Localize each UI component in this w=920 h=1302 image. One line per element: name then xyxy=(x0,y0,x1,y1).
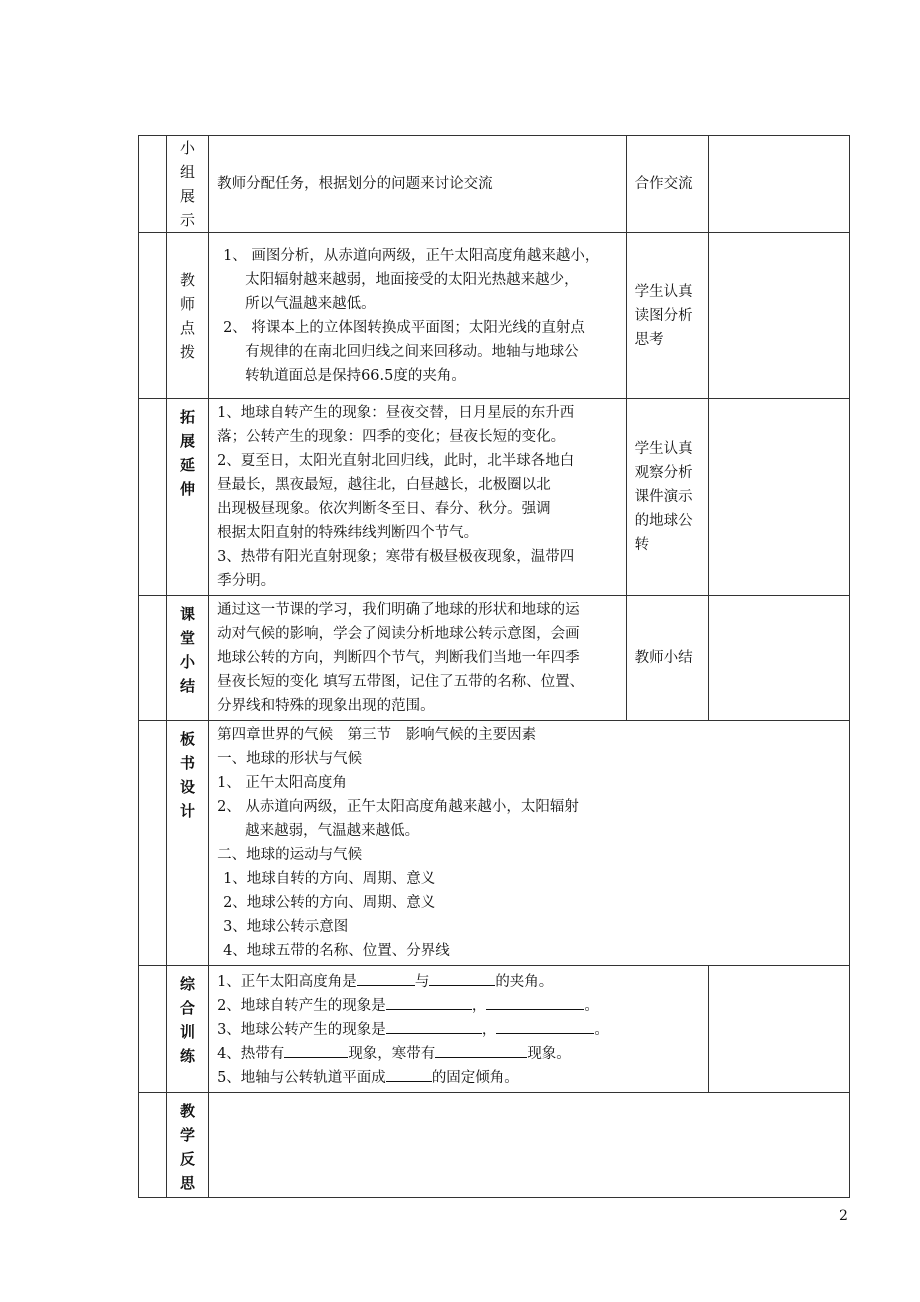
margin-cell xyxy=(139,966,167,1093)
row-teacher-guide xyxy=(139,233,850,399)
row-label-extension: 拓 展 延 伸 xyxy=(167,399,209,596)
exercise-q3: 3、地球公转产生的现象是 ， 。 xyxy=(217,1018,702,1042)
answer-blank xyxy=(486,994,584,1010)
page-number: 2 xyxy=(839,1208,848,1224)
answer-blank xyxy=(496,1018,594,1034)
row-label-board-design: 板 书 设 计 xyxy=(167,721,209,966)
exercise-q5: 5、地轴与公转轨道平面成 的固定倾角。 xyxy=(217,1066,702,1090)
answer-blank xyxy=(386,1066,432,1082)
margin-cell xyxy=(139,233,167,399)
answer-blank xyxy=(284,1042,348,1058)
margin-cell xyxy=(139,136,167,233)
lesson-plan-table xyxy=(138,135,850,1198)
answer-blank xyxy=(435,1042,527,1058)
exercises-content xyxy=(209,966,709,1093)
exercise-q2: 2、地球自转产生的现象是 ， 。 xyxy=(217,994,702,1018)
class-summary-content: 通过这一节课的学习，我们明确了地球的形状和地球的运 动对气候的影响，学会了阅读分析地球公转示意图，会画 地球公转的方向，判断四个节气，判断我们当地一年四季 昼夜长短的变化 填写五带图，记住了五带的名称、位置、 分界线和特殊的现象出现的范围。 xyxy=(209,596,627,721)
row-class-summary xyxy=(139,596,850,721)
answer-blank xyxy=(357,970,415,986)
empty-cell xyxy=(708,399,849,596)
margin-cell xyxy=(139,399,167,596)
teacher-guide-content: 1、 画图分析，从赤道向两级，正午太阳高度角越来越小， 太阳辐射越来越弱，地面接受的太阳光热越来越少， 所以气温越来越低。 2、 将课本上的立体图转换成平面图；太阳光线的直射点 有规律的在南北回归线之间来回移动。地轴与地球公 转轨道面总是保持66.5度的夹角。 xyxy=(209,233,627,399)
answer-blank xyxy=(429,970,495,986)
class-summary-activity: 教师小结 xyxy=(626,596,708,721)
answer-blank xyxy=(386,994,472,1010)
row-extension xyxy=(139,399,850,596)
empty-cell xyxy=(708,966,849,1093)
row-reflection xyxy=(139,1093,850,1198)
empty-cell xyxy=(708,233,849,399)
answer-blank xyxy=(386,1018,482,1034)
group-display-activity: 合作交流 xyxy=(626,136,708,233)
row-label-group-display: 小 组 展 示 xyxy=(167,136,209,233)
row-exercises xyxy=(139,966,850,1093)
extension-activity: 学生认真观察分析课件演示的地球公转 xyxy=(626,399,708,596)
row-label-teacher-guide: 教 师 点 拨 xyxy=(167,233,209,399)
group-display-content: 教师分配任务，根据划分的问题来讨论交流 xyxy=(209,136,627,233)
row-label-class-summary: 课 堂 小 结 xyxy=(167,596,209,721)
exercise-q4: 4、热带有 现象，寒带有 现象。 xyxy=(217,1042,702,1066)
row-board-design xyxy=(139,721,850,966)
margin-cell xyxy=(139,721,167,966)
margin-cell xyxy=(139,1093,167,1198)
row-group-display xyxy=(139,136,850,233)
exercise-q1: 1、正午太阳高度角是 与 的夹角。 xyxy=(217,970,702,994)
row-label-reflection: 教 学 反 思 xyxy=(167,1093,209,1198)
reflection-content xyxy=(209,1093,850,1198)
empty-cell xyxy=(708,596,849,721)
board-design-content: 第四章世界的气候 第三节 影响气候的主要因素 一、地球的形状与气候 1、 正午太阳高度角 2、 从赤道向两级，正午太阳高度角越来越小，太阳辐射 越来越弱，气温越来越低。 二、地球的运动与气候 1、地球自转的方向、周期、意义 2、地球公转的方向、周期、意义 3、地球公转示意图 4、地球五带的名称、位置、分界线 xyxy=(209,721,850,966)
margin-cell xyxy=(139,596,167,721)
row-label-exercises: 综 合 训 练 xyxy=(167,966,209,1093)
extension-content: 1、地球自转产生的现象：昼夜交替，日月星辰的东升西 落；公转产生的现象：四季的变化；昼夜长短的变化。 2、夏至日，太阳光直射北回归线，此时，北半球各地白 昼最长，黑夜最短，越往北，白昼越长，北极圈以北 出现极昼现象。依次判断冬至日、春分、秋分。强调 根据太阳直射的特殊纬线判断四个节气。 3、热带有阳光直射现象；寒带有极昼极夜现象，温带四 季分明。 xyxy=(209,399,627,596)
empty-cell xyxy=(708,136,849,233)
teacher-guide-activity: 学生认真读图分析思考 xyxy=(626,233,708,399)
